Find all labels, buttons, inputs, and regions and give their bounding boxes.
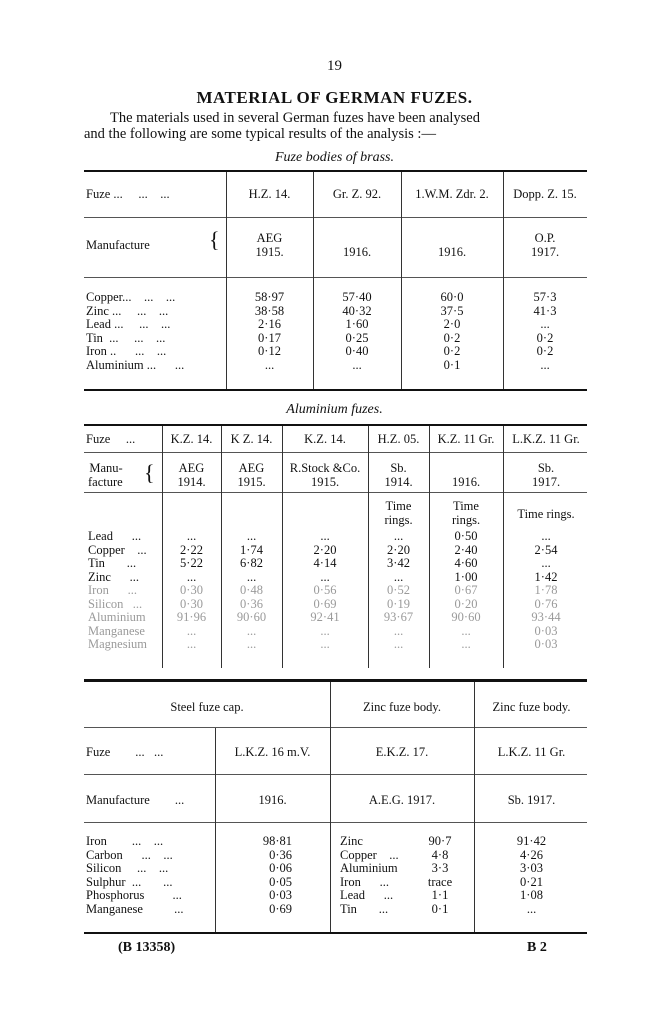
aluminium-values-faint: 0·67 0·20 90·60 ... ... [451,583,481,651]
aluminium-values-column: ... 2·20 4·14 ... [313,529,337,584]
steel-zinc-bottom-rule [84,932,587,934]
aluminium-row-labels-faint: Iron ... Silicon ... Aluminium Manganese Magnesium [88,583,148,651]
brass-fuze-name: 1.W.M. Zdr. 2. [415,187,489,201]
brace-icon: { [209,227,220,252]
brass-fuze-name: Gr. Z. 92. [332,187,382,201]
aluminium-manufacture-value: Sb. 1917. [531,461,561,489]
aluminium-values-column: ... 2·22 5·22 ... [180,529,203,584]
steel-zinc-manufacture-value: Sb. 1917. [507,793,556,807]
steel-zinc-manufacture-label: Manufacture ... [86,793,185,807]
brass-manufacture-rule [84,277,587,278]
steel-zinc-fuze-name: L.K.Z. 11 Gr. [497,745,566,759]
zinc-values-column: 91·42 4·26 3·03 0·21 1·08 ... [516,834,547,916]
aluminium-fuze-name: H.Z. 05. [377,432,420,446]
intro-paragraph [84,110,594,142]
steel-fuze-cap-header: Steel fuze cap. [170,700,244,714]
aluminium-manufacture-label: Manu- facture [88,461,123,489]
brass-manufacture-value: 1916. [437,245,467,259]
aluminium-values-column: ... 2·20 3·42 ... [387,529,410,584]
aluminium-fuze-label: Fuze ... [86,432,136,446]
steel-zinc-top-rule [84,679,587,682]
brass-row-labels: Copper... ... ... Zinc ... ... ... Lead ... ... ... Tin ... ... ... Iron .. ... ... Aluminium ... ... [86,290,185,372]
steel-zinc-manufacture-value: A.E.G. 1917. [368,793,436,807]
brass-top-rule [84,170,587,172]
brass-values-column: 57·40 40·32 1·60 0·25 0·40 ... [342,290,372,372]
brass-manufacture-value: O.P. 1917. [530,231,560,259]
zinc-fuze-body-header: Zinc fuze body. [492,700,571,714]
aluminium-table-heading: Aluminium fuzes. [286,402,383,417]
time-rings-note: Time rings. [517,507,575,521]
steel-zinc-fuze-name: E.K.Z. 17. [375,745,429,759]
aluminium-values-column: ... 2·54 ... 1·42 [534,529,558,584]
brass-values-column: 60·0 37·5 2·0 0·2 0·2 0·1 [440,290,464,372]
footer-signature: B 2 [527,940,547,955]
page-number: 19 [327,58,342,74]
brass-manufacture-label: Manufacture [86,238,150,252]
aluminium-manufacture-rule [84,492,587,493]
footer-code: (B 13358) [118,940,176,955]
brass-table-heading: Fuze bodies of brass. [275,150,394,165]
aluminium-values-faint: 0·48 0·36 90·60 ... ... [236,583,267,651]
aluminium-manufacture-value: 1916. [451,475,481,489]
time-rings-note: Time rings. [384,499,413,527]
aluminium-manufacture-value: R.Stock &Co. 1915. [289,461,361,489]
steel-zinc-fuze-name: L.K.Z. 16 m.V. [234,745,311,759]
aluminium-header-rule [84,452,587,453]
intro-line-2: and the following are some typical results of the analysis :— [84,126,436,142]
brass-header-rule [84,217,587,218]
aluminium-row-labels: Lead ... Copper ... Tin ... Zinc ... [88,529,147,584]
steel-zinc-fuze-label: Fuze ... ... [86,745,164,759]
brass-manufacture-value: AEG 1915. [255,231,284,259]
aluminium-manufacture-value: AEG 1914. [177,461,206,489]
time-rings-note: Time rings. [451,499,481,527]
aluminium-values-column: ... 1·74 6·82 ... [240,529,263,584]
aluminium-fuze-name: K.Z. 11 Gr. [437,432,495,446]
aluminium-values-faint: 0·52 0·19 93·67 ... ... [383,583,414,651]
aluminium-fuze-name: K.Z. 14. [304,432,346,446]
page-title: MATERIAL OF GERMAN FUZES. [196,88,473,107]
zinc-fuze-body-header: Zinc fuze body. [363,700,441,714]
aluminium-fuze-name: L.K.Z. 11 Gr. [512,432,580,446]
steel-row-labels: Iron ... ... Carbon ... ... Silicon ... ... Sulphur ... ... Phosphorus ... Manganese ... [86,834,184,916]
aluminium-values-faint: 0·56 0·69 92·41 ... ... [310,583,340,651]
steel-zinc-manufacture-rule [84,822,587,823]
brass-fuze-name: Dopp. Z. 15. [513,187,577,201]
steel-zinc-fuze-rule [84,774,587,775]
aluminium-values-column: 0·50 2·40 4·60 1·00 [454,529,478,584]
brass-bottom-rule [84,389,587,391]
steel-zinc-manufacture-value: 1916. [258,793,287,807]
aluminium-manufacture-value: Sb. 1914. [384,461,413,489]
aluminium-values-faint: 1·78 0·76 93·44 0·03 0·03 [531,583,561,651]
steel-zinc-header-rule [84,727,587,728]
intro-line-1: The materials used in several German fuzes have been analysed [110,110,480,126]
brass-manufacture-value: 1916. [342,245,372,259]
steel-values-column: 98·81 0·36 0·06 0·05 0·03 0·69 [262,834,292,916]
brass-values-column: 58·97 38·58 2·16 0·17 0·12 ... [254,290,285,372]
brass-values-column: 57·3 41·3 ... 0·2 0·2 ... [533,290,557,372]
aluminium-fuze-name: K Z. 14. [230,432,273,446]
aluminium-fuze-name: K.Z. 14. [170,432,213,446]
brass-fuze-label: Fuze ... ... ... [86,187,170,201]
aluminium-values-faint: 0·30 0·30 91·96 ... ... [176,583,207,651]
zinc-values-column: 90·7 4·8 3·3 trace 1·1 0·1 [427,834,453,916]
zinc-row-labels: Zinc Copper ... Aluminium Iron ... Lead ... Tin ... [340,834,399,916]
aluminium-manufacture-value: AEG 1915. [237,461,266,489]
brace-icon: { [144,460,155,485]
brass-fuze-name: H.Z. 14. [248,187,291,201]
aluminium-top-rule [84,424,587,426]
